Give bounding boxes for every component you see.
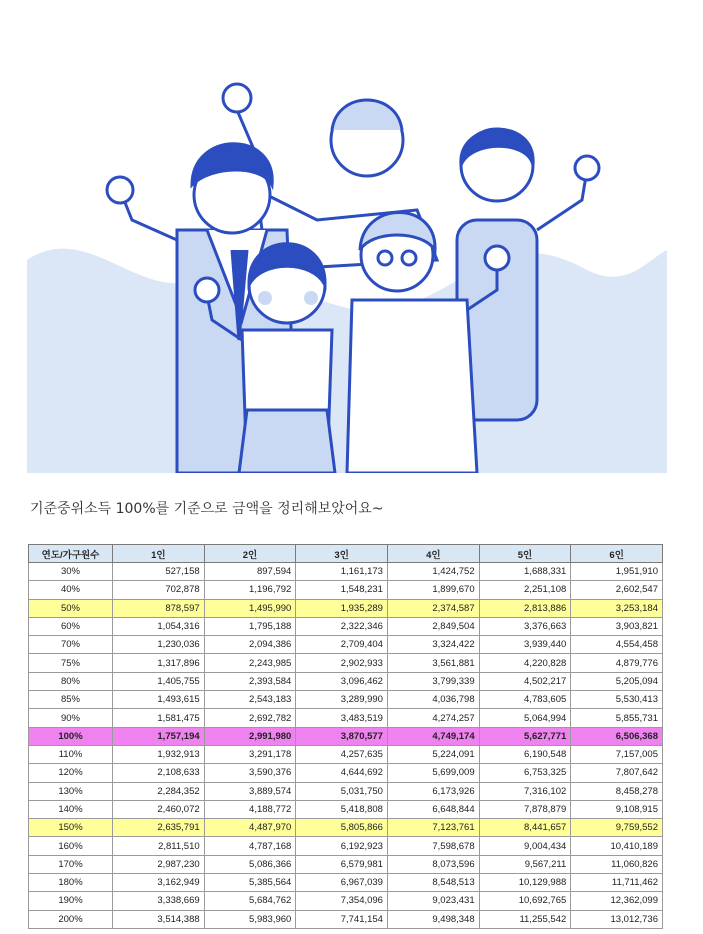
amount-cell: 2,322,346 (296, 617, 388, 635)
header-cell: 6인 (571, 545, 663, 563)
amount-cell: 2,602,547 (571, 581, 663, 599)
amount-cell: 5,385,564 (204, 874, 296, 892)
table-row (29, 581, 663, 599)
amount-cell: 2,991,980 (204, 727, 296, 745)
table-row (29, 691, 663, 709)
amount-cell: 11,255,542 (479, 910, 571, 928)
amount-cell: 4,644,692 (296, 764, 388, 782)
table-row (29, 800, 663, 818)
amount-cell: 4,487,970 (204, 819, 296, 837)
header-cell: 4인 (387, 545, 479, 563)
amount-cell: 5,627,771 (479, 727, 571, 745)
amount-cell: 7,598,678 (387, 837, 479, 855)
amount-cell: 4,749,174 (387, 727, 479, 745)
amount-cell: 10,692,765 (479, 892, 571, 910)
table-header-row (29, 545, 663, 563)
percent-cell: 170% (29, 855, 113, 873)
amount-cell: 7,878,879 (479, 800, 571, 818)
amount-cell: 5,224,091 (387, 745, 479, 763)
amount-cell: 9,023,431 (387, 892, 479, 910)
percent-cell: 130% (29, 782, 113, 800)
amount-cell: 1,054,316 (113, 617, 205, 635)
amount-cell: 10,129,988 (479, 874, 571, 892)
amount-cell: 5,855,731 (571, 709, 663, 727)
amount-cell: 4,036,798 (387, 691, 479, 709)
header-cell: 5인 (479, 545, 571, 563)
amount-cell: 2,635,791 (113, 819, 205, 837)
percent-cell: 140% (29, 800, 113, 818)
amount-cell: 5,205,094 (571, 672, 663, 690)
amount-cell: 6,190,548 (479, 745, 571, 763)
percent-cell: 180% (29, 874, 113, 892)
amount-cell: 4,783,605 (479, 691, 571, 709)
table-row (29, 654, 663, 672)
amount-cell: 1,935,289 (296, 599, 388, 617)
amount-cell: 2,284,352 (113, 782, 205, 800)
amount-cell: 2,374,587 (387, 599, 479, 617)
amount-cell: 4,274,257 (387, 709, 479, 727)
amount-cell: 1,899,670 (387, 581, 479, 599)
amount-cell: 3,376,663 (479, 617, 571, 635)
amount-cell: 6,967,039 (296, 874, 388, 892)
amount-cell: 8,548,513 (387, 874, 479, 892)
amount-cell: 5,983,960 (204, 910, 296, 928)
amount-cell: 4,257,635 (296, 745, 388, 763)
percent-cell: 40% (29, 581, 113, 599)
table-row (29, 672, 663, 690)
amount-cell: 2,811,510 (113, 837, 205, 855)
amount-cell: 8,458,278 (571, 782, 663, 800)
amount-cell: 7,354,096 (296, 892, 388, 910)
amount-cell: 6,192,923 (296, 837, 388, 855)
percent-cell: 150% (29, 819, 113, 837)
amount-cell: 11,711,462 (571, 874, 663, 892)
percent-cell: 120% (29, 764, 113, 782)
percent-cell: 50% (29, 599, 113, 617)
amount-cell: 9,759,552 (571, 819, 663, 837)
amount-cell: 1,405,755 (113, 672, 205, 690)
amount-cell: 2,813,886 (479, 599, 571, 617)
amount-cell: 3,162,949 (113, 874, 205, 892)
amount-cell: 4,787,168 (204, 837, 296, 855)
amount-cell: 7,741,154 (296, 910, 388, 928)
amount-cell: 4,502,217 (479, 672, 571, 690)
amount-cell: 2,709,404 (296, 636, 388, 654)
amount-cell: 1,757,194 (113, 727, 205, 745)
amount-cell: 5,031,750 (296, 782, 388, 800)
amount-cell: 2,849,504 (387, 617, 479, 635)
table-row (29, 837, 663, 855)
amount-cell: 3,253,184 (571, 599, 663, 617)
percent-cell: 80% (29, 672, 113, 690)
percent-cell: 200% (29, 910, 113, 928)
amount-cell: 2,692,782 (204, 709, 296, 727)
header-cell: 연도/가구원수 (29, 545, 113, 563)
amount-cell: 3,338,669 (113, 892, 205, 910)
amount-cell: 2,243,985 (204, 654, 296, 672)
table-row (29, 910, 663, 928)
amount-cell: 1,548,231 (296, 581, 388, 599)
table-row (29, 819, 663, 837)
amount-cell: 6,173,926 (387, 782, 479, 800)
amount-cell: 1,317,896 (113, 654, 205, 672)
amount-cell: 3,561,881 (387, 654, 479, 672)
amount-cell: 1,493,615 (113, 691, 205, 709)
table-row (29, 745, 663, 763)
amount-cell: 10,410,189 (571, 837, 663, 855)
table-row (29, 727, 663, 745)
amount-cell: 1,424,752 (387, 563, 479, 581)
amount-cell: 4,879,776 (571, 654, 663, 672)
percent-cell: 75% (29, 654, 113, 672)
amount-cell: 13,012,736 (571, 910, 663, 928)
caption-text: 기준중위소득 100%를 기준으로 금액을 정리해보았어요~ (30, 501, 384, 517)
amount-cell: 3,903,821 (571, 617, 663, 635)
table-row (29, 855, 663, 873)
amount-cell: 1,230,036 (113, 636, 205, 654)
amount-cell: 1,196,792 (204, 581, 296, 599)
amount-cell: 1,932,913 (113, 745, 205, 763)
amount-cell: 1,581,475 (113, 709, 205, 727)
amount-cell: 6,753,325 (479, 764, 571, 782)
percent-cell: 60% (29, 617, 113, 635)
amount-cell: 4,220,828 (479, 654, 571, 672)
amount-cell: 9,498,348 (387, 910, 479, 928)
amount-cell: 5,064,994 (479, 709, 571, 727)
table-row (29, 563, 663, 581)
table-row (29, 892, 663, 910)
amount-cell: 11,060,826 (571, 855, 663, 873)
table-row (29, 599, 663, 617)
amount-cell: 8,073,596 (387, 855, 479, 873)
percent-cell: 85% (29, 691, 113, 709)
amount-cell: 4,188,772 (204, 800, 296, 818)
amount-cell: 878,597 (113, 599, 205, 617)
amount-cell: 5,086,366 (204, 855, 296, 873)
table-row (29, 782, 663, 800)
amount-cell: 527,158 (113, 563, 205, 581)
amount-cell: 3,939,440 (479, 636, 571, 654)
percent-cell: 90% (29, 709, 113, 727)
amount-cell: 1,161,173 (296, 563, 388, 581)
amount-cell: 9,567,211 (479, 855, 571, 873)
amount-cell: 5,684,762 (204, 892, 296, 910)
amount-cell: 897,594 (204, 563, 296, 581)
amount-cell: 2,543,183 (204, 691, 296, 709)
amount-cell: 3,324,422 (387, 636, 479, 654)
percent-cell: 160% (29, 837, 113, 855)
amount-cell: 5,699,009 (387, 764, 479, 782)
amount-cell: 1,495,990 (204, 599, 296, 617)
table-row (29, 764, 663, 782)
amount-cell: 1,688,331 (479, 563, 571, 581)
amount-cell: 8,441,657 (479, 819, 571, 837)
amount-cell: 2,251,108 (479, 581, 571, 599)
amount-cell: 3,514,388 (113, 910, 205, 928)
table-row (29, 709, 663, 727)
header-cell: 2인 (204, 545, 296, 563)
amount-cell: 2,108,633 (113, 764, 205, 782)
amount-cell: 7,807,642 (571, 764, 663, 782)
amount-cell: 9,108,915 (571, 800, 663, 818)
amount-cell: 3,889,574 (204, 782, 296, 800)
amount-cell: 5,805,866 (296, 819, 388, 837)
amount-cell: 6,648,844 (387, 800, 479, 818)
header-cell: 1인 (113, 545, 205, 563)
amount-cell: 12,362,099 (571, 892, 663, 910)
amount-cell: 7,157,005 (571, 745, 663, 763)
amount-cell: 5,530,413 (571, 691, 663, 709)
amount-cell: 2,393,584 (204, 672, 296, 690)
amount-cell: 9,004,434 (479, 837, 571, 855)
family-illustration (27, 70, 667, 473)
amount-cell: 3,289,990 (296, 691, 388, 709)
amount-cell: 1,951,910 (571, 563, 663, 581)
percent-cell: 100% (29, 727, 113, 745)
percent-cell: 110% (29, 745, 113, 763)
amount-cell: 3,870,577 (296, 727, 388, 745)
amount-cell: 702,878 (113, 581, 205, 599)
percent-cell: 190% (29, 892, 113, 910)
amount-cell: 3,291,178 (204, 745, 296, 763)
percent-cell: 70% (29, 636, 113, 654)
table-row (29, 874, 663, 892)
amount-cell: 7,123,761 (387, 819, 479, 837)
amount-cell: 2,460,072 (113, 800, 205, 818)
amount-cell: 1,795,188 (204, 617, 296, 635)
amount-cell: 2,902,933 (296, 654, 388, 672)
amount-cell: 7,316,102 (479, 782, 571, 800)
table-row (29, 636, 663, 654)
median-income-table (28, 544, 663, 929)
table-row (29, 617, 663, 635)
amount-cell: 5,418,808 (296, 800, 388, 818)
amount-cell: 6,579,981 (296, 855, 388, 873)
amount-cell: 3,483,519 (296, 709, 388, 727)
amount-cell: 3,096,462 (296, 672, 388, 690)
amount-cell: 2,987,230 (113, 855, 205, 873)
percent-cell: 30% (29, 563, 113, 581)
amount-cell: 4,554,458 (571, 636, 663, 654)
header-cell: 3인 (296, 545, 388, 563)
amount-cell: 3,590,376 (204, 764, 296, 782)
amount-cell: 3,799,339 (387, 672, 479, 690)
amount-cell: 2,094,386 (204, 636, 296, 654)
amount-cell: 6,506,368 (571, 727, 663, 745)
